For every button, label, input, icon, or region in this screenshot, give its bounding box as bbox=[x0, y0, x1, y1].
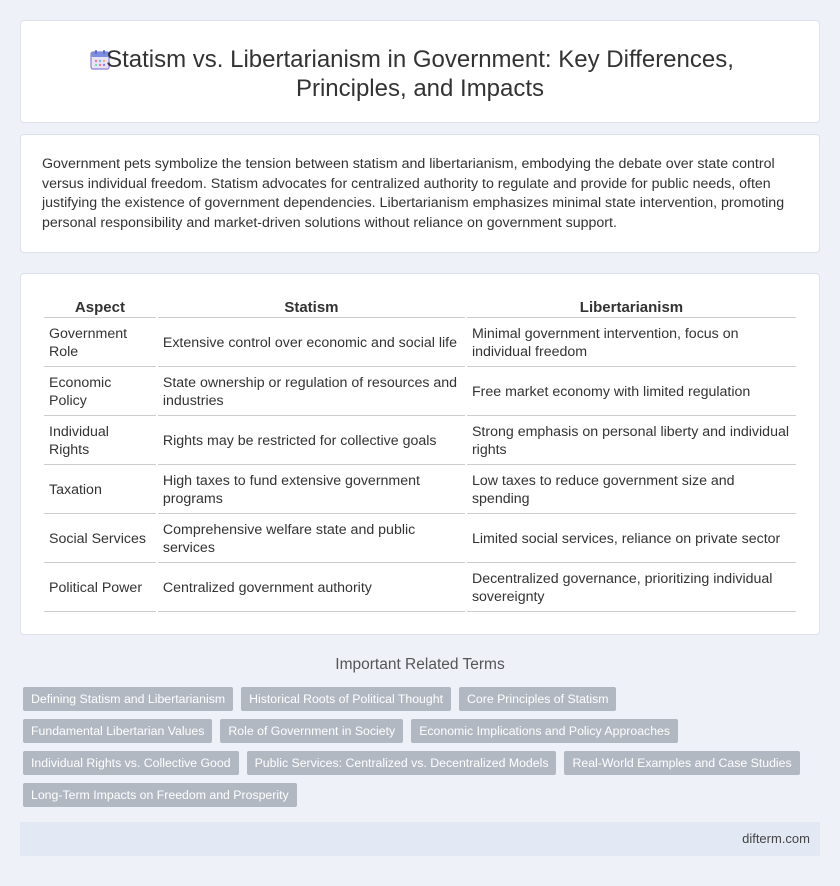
related-term-tag[interactable]: Fundamental Libertarian Values bbox=[23, 719, 212, 743]
libertarianism-cell: Decentralized governance, prioritizing individual sovereignty bbox=[467, 565, 796, 612]
libertarianism-cell: Minimal government intervention, focus on individual freedom bbox=[467, 320, 796, 367]
intro-paragraph: Government pets symbolize the tension between statism and libertarianism, embodying the debate over state control versus individual freedom. Statism advocates for centralized authority to regulate and provide for public needs, often justifying the existence of government dependencies. Libertarianism emphasizes minimal state intervention, promoting personal responsibility and market-driven solutions without reliance on government support. bbox=[42, 156, 785, 231]
table-header-row bbox=[44, 296, 796, 318]
libertarianism-cell: Limited social services, reliance on private sector bbox=[467, 516, 796, 563]
aspect-cell: Individual Rights bbox=[44, 418, 156, 465]
statism-cell: High taxes to fund extensive government programs bbox=[158, 467, 465, 514]
table-row bbox=[44, 467, 796, 514]
related-term-tag[interactable]: Role of Government in Society bbox=[220, 719, 403, 743]
comparison-table bbox=[42, 294, 798, 614]
table-row bbox=[44, 320, 796, 367]
related-term-tag[interactable]: Individual Rights vs. Collective Good bbox=[23, 751, 239, 775]
table-row bbox=[44, 516, 796, 563]
related-term-tag[interactable]: Economic Implications and Policy Approaches bbox=[411, 719, 678, 743]
related-term-tag[interactable]: Public Services: Centralized vs. Decentralized Models bbox=[247, 751, 557, 775]
libertarianism-cell: Low taxes to reduce government size and spending bbox=[467, 467, 796, 514]
title-card bbox=[20, 20, 820, 123]
table-row bbox=[44, 565, 796, 612]
related-term-tag[interactable]: Real-World Examples and Case Studies bbox=[564, 751, 799, 775]
aspect-cell: Taxation bbox=[44, 467, 156, 514]
related-term-tag[interactable]: Defining Statism and Libertarianism bbox=[23, 687, 233, 711]
comparison-card bbox=[20, 273, 820, 635]
header-aspect: Aspect bbox=[44, 296, 156, 318]
statism-cell: Centralized government authority bbox=[158, 565, 465, 612]
related-term-tag[interactable]: Core Principles of Statism bbox=[459, 687, 616, 711]
header-libertarianism: Libertarianism bbox=[467, 296, 796, 318]
related-term-tag[interactable]: Long-Term Impacts on Freedom and Prosperity bbox=[23, 783, 297, 807]
aspect-cell: Social Services bbox=[44, 516, 156, 563]
libertarianism-cell: Strong emphasis on personal liberty and individual rights bbox=[467, 418, 796, 465]
statism-cell: Rights may be restricted for collective goals bbox=[158, 418, 465, 465]
libertarianism-cell: Free market economy with limited regulation bbox=[467, 369, 796, 416]
aspect-cell: Government Role bbox=[44, 320, 156, 367]
intro-card bbox=[20, 134, 820, 253]
page-title: Statism vs. Libertarianism in Government: Key Differences, Principles, and Impacts bbox=[106, 46, 734, 102]
table-row bbox=[44, 418, 796, 465]
statism-cell: Comprehensive welfare state and public services bbox=[158, 516, 465, 563]
table-row bbox=[44, 369, 796, 416]
statism-cell: State ownership or regulation of resources and industries bbox=[158, 369, 465, 416]
related-term-tag[interactable]: Historical Roots of Political Thought bbox=[241, 687, 451, 711]
related-terms-list bbox=[23, 687, 803, 807]
related-terms-heading: Important Related Terms bbox=[335, 656, 505, 673]
statism-cell: Extensive control over economic and social life bbox=[158, 320, 465, 367]
header-statism: Statism bbox=[158, 296, 465, 318]
footer bbox=[20, 822, 820, 856]
aspect-cell: Political Power bbox=[44, 565, 156, 612]
footer-site-link[interactable]: difterm.com bbox=[742, 831, 810, 846]
aspect-cell: Economic Policy bbox=[44, 369, 156, 416]
